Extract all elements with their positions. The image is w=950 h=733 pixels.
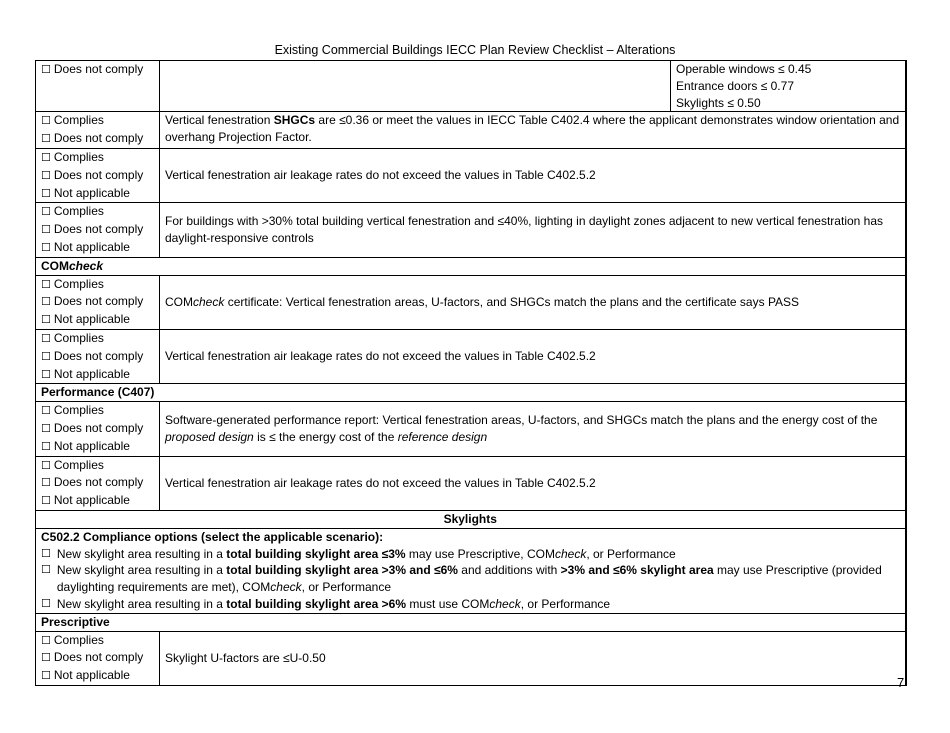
checkbox-icon: ☐ xyxy=(41,331,51,345)
checkbox-not-applicable[interactable]: ☐ Not applicable xyxy=(41,493,130,508)
section-row xyxy=(36,613,906,631)
requirement-cell: Vertical fenestration air leakage rates do not exceed the values in Table C402.5.2 xyxy=(160,148,906,202)
checkbox-icon: ☐ xyxy=(41,458,51,472)
requirement-cell: Skylight U-factors are ≤U-0.50 xyxy=(160,631,906,685)
checklist-table xyxy=(35,60,907,686)
requirement-cell: COMcheck certificate: Vertical fenestration areas, U-factors, and SHGCs match the plans and the certificate says PASS xyxy=(160,275,906,329)
checkbox-icon: ☐ xyxy=(41,633,51,647)
checkbox-not-applicable[interactable]: ☐ Not applicable xyxy=(41,668,130,683)
table-row xyxy=(36,402,906,456)
checkbox-not-applicable[interactable]: ☐ Not applicable xyxy=(41,366,130,381)
section-row xyxy=(36,384,906,402)
checkbox-complies[interactable]: ☐ Complies xyxy=(41,149,104,164)
compliance-options-heading: C502.2 Compliance options (select the applicable scenario): xyxy=(41,529,384,544)
checkbox-icon: ☐ xyxy=(41,651,51,665)
checkbox-does-not-comply[interactable]: ☐ Does not comply xyxy=(41,650,144,665)
status-cell xyxy=(36,631,160,685)
checkbox-does-not-comply[interactable]: ☐ Does not comply xyxy=(41,420,144,435)
checkbox-complies[interactable]: ☐ Complies xyxy=(41,457,104,472)
option-skylight-3-6[interactable]: ☐ New skylight area resulting in a total building skylight area >3% and ≤6% and additions with >3% and ≤6% skylight area may use Prescriptive (provided daylighting requirements are met), COMcheck, or Performance xyxy=(41,563,882,595)
checkbox-icon: ☐ xyxy=(41,476,51,490)
checkbox-icon: ☐ xyxy=(41,114,51,128)
section-heading-performance: Performance (C407) xyxy=(36,384,906,402)
checkbox-icon: ☐ xyxy=(41,494,51,508)
checkbox-icon: ☐ xyxy=(41,168,51,182)
page-title: Existing Commercial Buildings IECC Plan Review Checklist – Alterations xyxy=(274,43,676,57)
checkbox-not-applicable[interactable]: ☐ Not applicable xyxy=(41,185,130,200)
checkbox-complies[interactable]: ☐ Complies xyxy=(41,113,104,128)
checkbox-not-applicable[interactable]: ☐ Not applicable xyxy=(41,438,130,453)
checkbox-icon: ☐ xyxy=(41,669,51,683)
requirement-cell: Software-generated performance report: Vertical fenestration areas, U-factors, and SHGCs match the plans and the energy cost of the proposed design is ≤ the energy cost of the reference design xyxy=(160,402,906,456)
checkbox-icon: ☐ xyxy=(41,186,51,200)
status-cell xyxy=(36,112,160,149)
status-cell xyxy=(36,456,160,510)
limit-value: Skylights ≤ 0.50 xyxy=(676,95,761,110)
checkbox-complies[interactable]: ☐ Complies xyxy=(41,276,104,291)
requirement-cell: For buildings with >30% total building vertical fenestration and ≤40%, lighting in daylight zones adjacent to new vertical fenestration has daylight-responsive controls xyxy=(160,203,906,257)
checkbox-icon: ☐ xyxy=(41,421,51,435)
section-row xyxy=(36,257,906,275)
checkbox-icon: ☐ xyxy=(41,563,51,577)
table-row xyxy=(36,112,906,149)
checkbox-icon: ☐ xyxy=(41,546,51,560)
section-heading-skylights: Skylights xyxy=(36,510,906,528)
checkbox-icon: ☐ xyxy=(41,150,51,164)
checkbox-does-not-comply[interactable]: ☐ Does not comply xyxy=(41,62,144,76)
checkbox-does-not-comply[interactable]: ☐ Does not comply xyxy=(41,222,144,237)
checkbox-icon: ☐ xyxy=(41,63,51,76)
checkbox-icon: ☐ xyxy=(41,223,51,237)
checkbox-icon: ☐ xyxy=(41,240,51,254)
table-row xyxy=(36,203,906,257)
limits-cell xyxy=(671,61,906,112)
status-cell xyxy=(36,402,160,456)
compliance-options-cell xyxy=(36,528,906,613)
table-row xyxy=(36,275,906,329)
page-number: 7 xyxy=(897,675,905,690)
checkbox-does-not-comply[interactable]: ☐ Does not comply xyxy=(41,131,144,146)
checkbox-complies[interactable]: ☐ Complies xyxy=(41,632,104,647)
table-row xyxy=(36,631,906,685)
limit-value: Entrance doors ≤ 0.77 xyxy=(676,78,794,93)
checkbox-complies[interactable]: ☐ Complies xyxy=(41,330,104,345)
checkbox-icon: ☐ xyxy=(41,404,51,418)
checkbox-icon: ☐ xyxy=(41,596,51,610)
option-skylight-gt6[interactable]: ☐ New skylight area resulting in a total building skylight area >6% must use COMcheck, or Performance xyxy=(41,596,611,611)
checkbox-complies[interactable]: ☐ Complies xyxy=(41,403,104,418)
checkbox-does-not-comply[interactable]: ☐ Does not comply xyxy=(41,475,144,490)
checkbox-icon: ☐ xyxy=(41,277,51,291)
table-row xyxy=(36,148,906,202)
checkbox-icon: ☐ xyxy=(41,349,51,363)
section-heading-comcheck: COMcheck xyxy=(36,257,906,275)
checkbox-icon: ☐ xyxy=(41,132,51,146)
checkbox-does-not-comply[interactable]: ☐ Does not comply xyxy=(41,348,144,363)
requirement-cell xyxy=(160,61,671,112)
section-heading-prescriptive: Prescriptive xyxy=(36,613,906,631)
requirement-cell: Vertical fenestration SHGCs are ≤0.36 or meet the values in IECC Table C402.4 where the applicant demonstrates window orientation and overhang Projection Factor. xyxy=(160,112,906,149)
checkbox-complies[interactable]: ☐ Complies xyxy=(41,204,104,219)
table-row xyxy=(36,61,906,112)
checkbox-icon: ☐ xyxy=(41,295,51,309)
section-row xyxy=(36,510,906,528)
requirement-cell: Vertical fenestration air leakage rates do not exceed the values in Table C402.5.2 xyxy=(160,329,906,383)
checkbox-icon: ☐ xyxy=(41,313,51,327)
checkbox-does-not-comply[interactable]: ☐ Does not comply xyxy=(41,294,144,309)
checkbox-icon: ☐ xyxy=(41,367,51,381)
status-cell xyxy=(36,203,160,257)
table-row xyxy=(36,456,906,510)
checkbox-does-not-comply[interactable]: ☐ Does not comply xyxy=(41,167,144,182)
options-row xyxy=(36,528,906,613)
checkbox-icon: ☐ xyxy=(41,205,51,219)
status-cell xyxy=(36,148,160,202)
status-cell xyxy=(36,329,160,383)
checkbox-icon: ☐ xyxy=(41,439,51,453)
checkbox-not-applicable[interactable]: ☐ Not applicable xyxy=(41,312,130,327)
limit-value: Operable windows ≤ 0.45 xyxy=(676,62,812,76)
option-skylight-le3[interactable]: ☐ New skylight area resulting in a total building skylight area ≤3% may use Prescriptive, COMcheck, or Performance xyxy=(41,546,676,561)
table-row xyxy=(36,329,906,383)
requirement-cell: Vertical fenestration air leakage rates do not exceed the values in Table C402.5.2 xyxy=(160,456,906,510)
checkbox-not-applicable[interactable]: ☐ Not applicable xyxy=(41,239,130,254)
status-cell xyxy=(36,275,160,329)
status-cell xyxy=(36,61,160,112)
